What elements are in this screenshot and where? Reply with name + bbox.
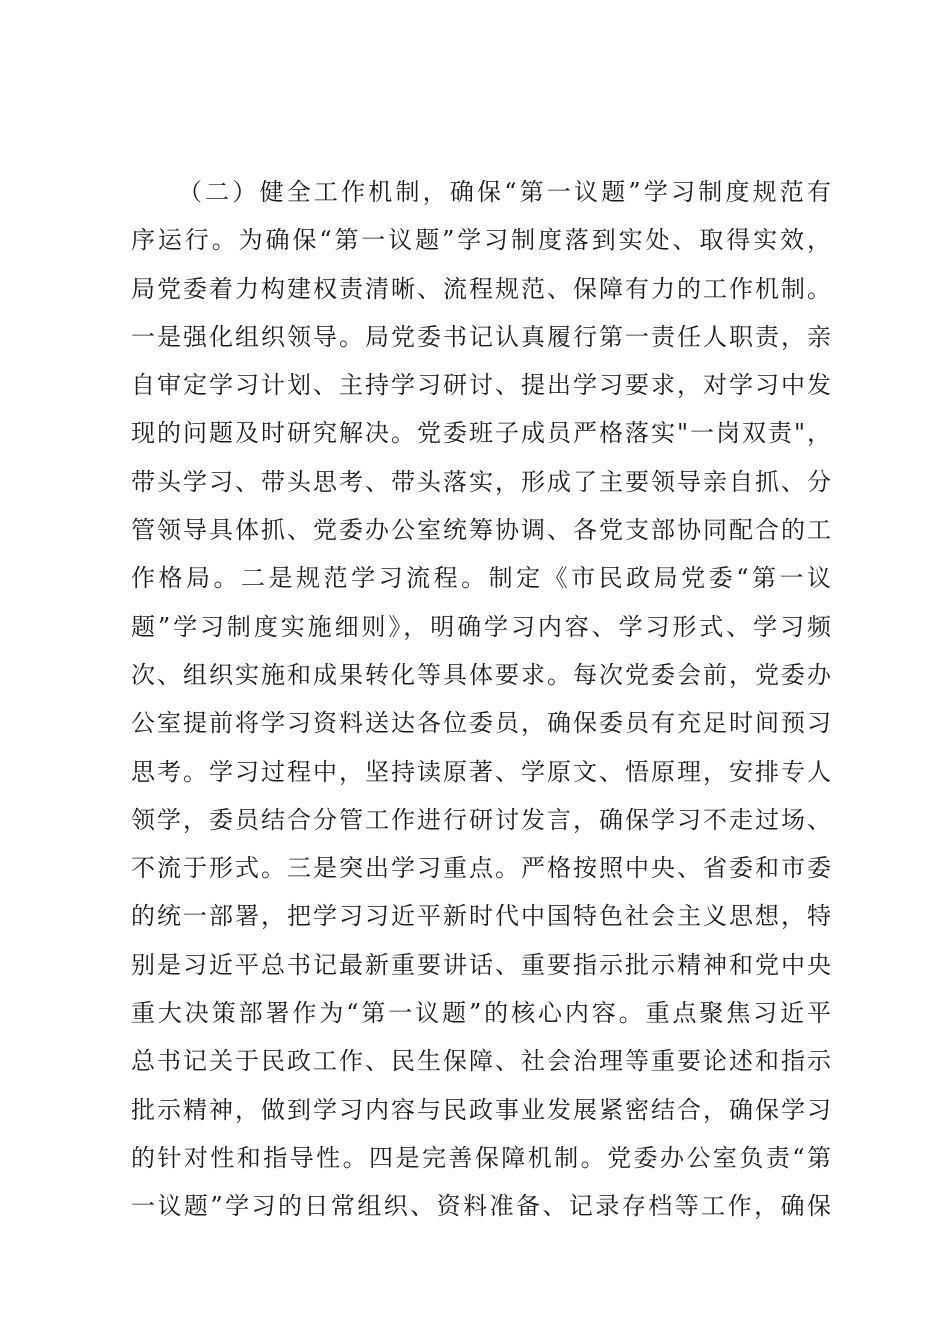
paragraph-line: （二）健全工作机制，确保“第一议题”学习制度规范有 [178,178,831,206]
paragraph-line: 一是强化组织领导。局党委书记认真履行第一责任人职责，亲 [131,322,831,351]
paragraph-line: 局党委着力构建权责清晰、流程规范、保障有力的工作机制。 [131,274,831,303]
paragraph-line: 领学，委员结合分管工作进行研讨发言，确保学习不走过场、 [131,805,831,834]
paragraph-line: 批示精神，做到学习内容与民政事业发展紧密结合，确保学习 [131,1095,831,1124]
paragraph-line: 的统一部署，把学习习近平新时代中国特色社会主义思想，特 [131,902,831,931]
paragraph-line: 重大决策部署作为“第一议题”的核心内容。重点聚焦习近平 [131,999,831,1028]
paragraph-line: 不流于形式。三是突出学习重点。严格按照中央、省委和市委 [131,854,831,883]
paragraph-line: 管领导具体抓、党委办公室统筹协调、各党支部协同配合的工 [131,516,831,545]
paragraph-line: 思考。学习过程中，坚持读原著、学原文、悟原理，安排专人 [131,757,831,786]
paragraph-line: 作格局。二是规范学习流程。制定《市民政局党委“第一议 [131,564,831,593]
paragraph-line: 的针对性和指导性。四是完善保障机制。党委办公室负责“第 [131,1143,831,1172]
paragraph-line: 带头学习、带头思考、带头落实，形成了主要领导亲自抓、分 [131,467,831,496]
paragraph-line: 现的问题及时研究解决。党委班子成员严格落实"一岗双责"， [131,419,831,448]
body-paragraph [131,168,831,1231]
paragraph-line: 公室提前将学习资料送达各位委员，确保委员有充足时间预习 [131,709,831,738]
paragraph-line: 序运行。为确保“第一议题”学习制度落到实处、取得实效， [131,226,831,255]
paragraph-line: 次、组织实施和成果转化等具体要求。每次党委会前，党委办 [131,660,831,689]
paragraph-line: 总书记关于民政工作、民生保障、社会治理等重要论述和指示 [131,1047,831,1076]
paragraph-line: 自审定学习计划、主持学习研讨、提出学习要求，对学习中发 [131,371,831,400]
paragraph-line: 题”学习制度实施细则》，明确学习内容、学习形式、学习频 [131,612,831,641]
paragraph-line: 别是习近平总书记最新重要讲话、重要指示批示精神和党中央 [131,950,831,979]
paragraph-line: 一议题”学习的日常组织、资料准备、记录存档等工作，确保 [131,1192,831,1221]
